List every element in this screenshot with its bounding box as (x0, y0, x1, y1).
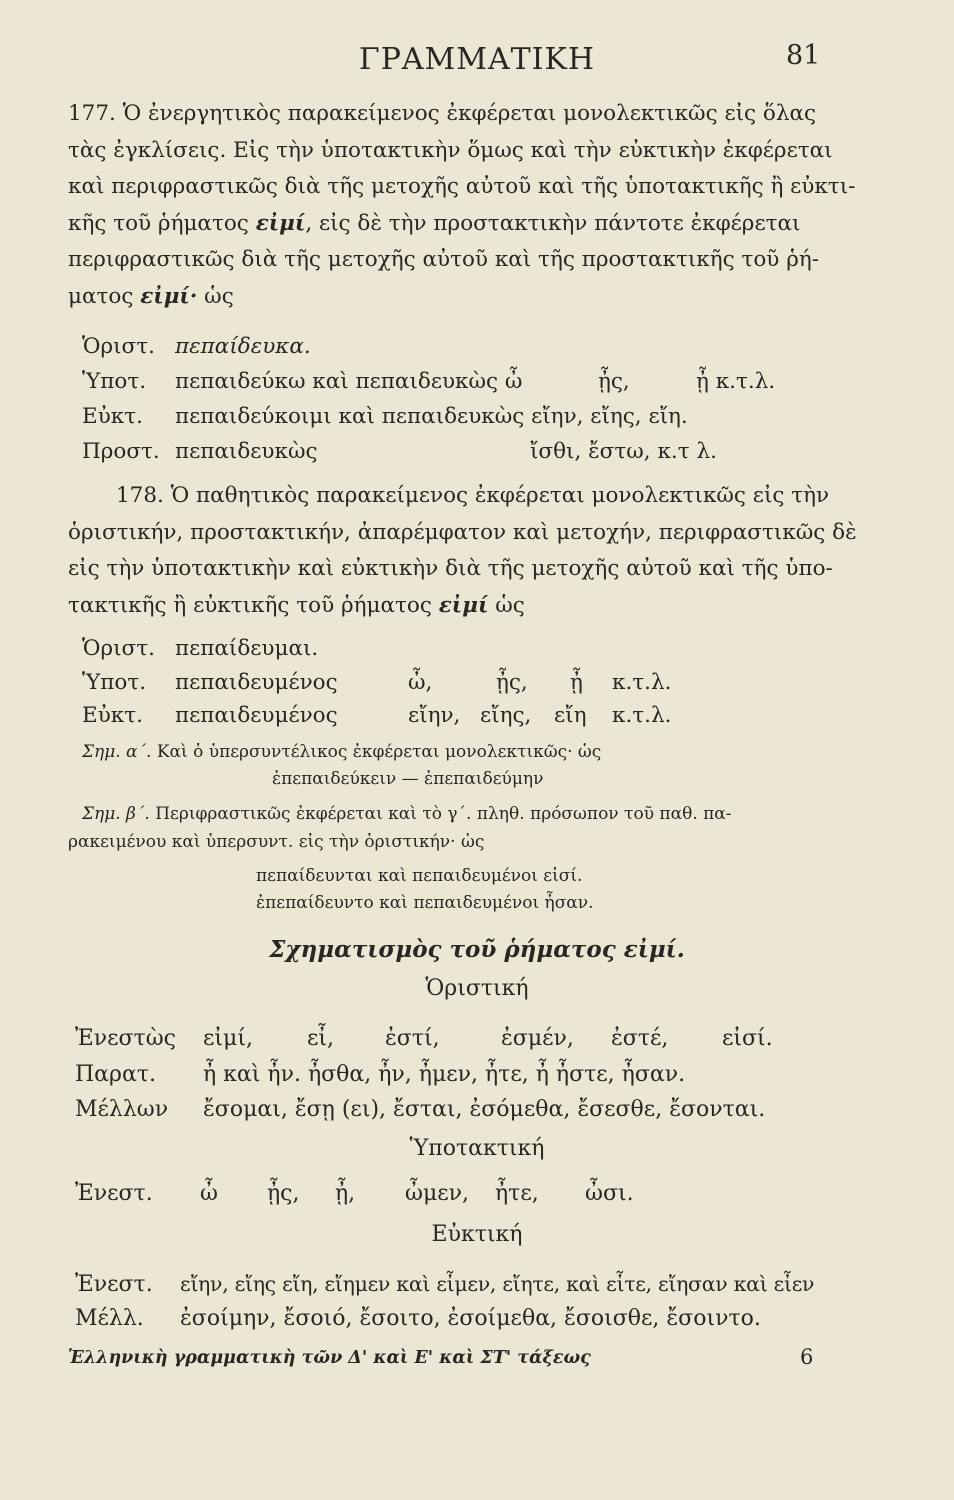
paragraph-177 (68, 96, 864, 315)
forms: ἔσομαι, ἔσῃ (ει), ἔσται, ἐσόμεθα, ἔσεσθε, ἔσονται. (203, 1097, 766, 1122)
text-line: εἰς τὴν ὑποτακτικὴν καὶ εὐκτικὴν διὰ τῆς μετοχῆς αὐτοῦ καὶ τῆς ὑπο- (68, 556, 833, 581)
tense-label: Παρατ. (75, 1062, 156, 1087)
emphasis-eimi: εἰμί (255, 210, 306, 236)
mood-label: Προστ. (82, 439, 160, 464)
note-label: Σημ. α΄. (82, 742, 152, 762)
form: ἴσθι, ἔστω, κ.τ λ. (530, 439, 717, 464)
conjugation-title: Σχηματισμὸς τοῦ ῥήματος εἰμί. (269, 936, 685, 963)
note-label: Σημ. β΄. (82, 804, 150, 824)
form: ὦ, (408, 670, 433, 695)
forms: εἴην, εἴης εἴη, εἴημεν καὶ εἶμεν, εἴητε, καὶ εἶτε, εἴησαν καὶ εἶεν (180, 1272, 815, 1296)
form: εἴην, (408, 703, 461, 728)
tense-label: Μέλλ. (75, 1306, 144, 1331)
form: εἶ, (307, 1026, 335, 1051)
form: ὦσι. (585, 1181, 634, 1206)
form: ᾖ, (335, 1181, 356, 1206)
form: εἰμί, (203, 1026, 253, 1051)
tense-label: Ἐνεστὼς (75, 1026, 176, 1051)
form: ᾖς, (267, 1181, 300, 1206)
form: ὦμεν, (405, 1181, 470, 1206)
subjunctive-title: Ὑποτακτική (409, 1136, 545, 1161)
mood-label: Ὑποτ. (82, 369, 147, 394)
tense-label: Μέλλων (75, 1097, 169, 1122)
form: πεπαιδευμένος (175, 670, 338, 695)
forms: ἦ καὶ ἦν. ἦσθα, ἦν, ἦμεν, ἦτε, ἦ ἦστε, ἦσαν. (203, 1062, 686, 1087)
form: πεπαιδεύκοιμι καὶ πεπαιδευκὼς εἴην, εἴης, εἴη. (175, 404, 688, 429)
tense-label: Ἐνεστ. (75, 1181, 153, 1206)
form: εἴης, (480, 703, 532, 728)
form: πεπαίδευμαι. (175, 636, 319, 661)
form: εἴη (554, 703, 587, 728)
text-line: 178. Ὁ παθητικὸς παρακείμενος ἐκφέρεται μονολεκτικῶς εἰς τὴν (116, 483, 830, 508)
form: πεπαιδευμένος (175, 703, 338, 728)
text-line: 177. Ὁ ἐνεργητικὸς παρακείμενος ἐκφέρεται μονολεκτικῶς εἰς ὅλας (68, 101, 817, 126)
form: ᾖ (570, 670, 583, 695)
form: πεπαιδευκὼς (175, 439, 318, 464)
form: ἦτε, (495, 1181, 539, 1206)
form: εἰσί. (722, 1026, 773, 1051)
form: πεπαίδευκα. (175, 334, 311, 359)
text-line: κῆς τοῦ ῥήματος εἰμί, εἰς δὲ τὴν προστακτικὴν πάντοτε ἐκφέρεται (68, 210, 801, 236)
emphasis-eimi: εἰμί (438, 592, 489, 618)
mood-label: Ὁριστ. (82, 636, 155, 661)
note-text: Καὶ ὁ ὑπερσυντέλικος ἐκφέρεται μονολεκτικῶς· ὡς (156, 742, 602, 762)
tense-label: Ἐνεστ. (75, 1272, 153, 1297)
form: ᾖς, (496, 670, 528, 695)
form: ἐστί, (385, 1026, 440, 1051)
text-line: ματος εἰμί· ὡς (68, 283, 234, 309)
form: πεπαιδεύκω καὶ πεπαιδευκὼς ὦ (175, 369, 523, 394)
text-line: ὁριστικήν, προστακτικήν, ἀπαρέμφατον καὶ μετοχήν, περιφραστικῶς δὲ (68, 519, 857, 545)
form: ἐστέ, (611, 1026, 669, 1051)
mood-label: Εὐκτ. (82, 703, 143, 728)
note-1-example: ἐπεπαιδεύκειν — ἐπεπαιδεύμην (272, 769, 544, 789)
forms: ἐσοίμην, ἔσοιό, ἔσοιτο, ἐσοίμεθα, ἔσοισθε, ἔσοιντο. (180, 1306, 761, 1331)
optative-title: Εὐκτική (431, 1222, 523, 1247)
running-title: ΓΡΑΜΜΑΤΙΚΗ (358, 42, 596, 77)
note-2-example: ἐπεπαίδευντο καὶ πεπαιδευμένοι ἦσαν. (256, 893, 594, 913)
mood-label: Ὑποτ. (82, 670, 147, 695)
mood-label: Εὐκτ. (82, 404, 143, 429)
note-2 (82, 804, 732, 824)
footer-signature: Ἑλληνικὴ γραμματικὴ τῶν Δ' καὶ Ε' καὶ ΣΤ' τάξεως (68, 1348, 591, 1368)
mood-label: Ὁριστ. (82, 334, 155, 359)
page-number: 81 (786, 40, 821, 71)
form: ᾖ κ.τ.λ. (696, 369, 776, 394)
form: ᾖς, (598, 369, 630, 394)
form: ἐσμέν, (501, 1026, 574, 1051)
emphasis-eimi: εἰμί· (140, 283, 198, 309)
note-1 (82, 742, 601, 762)
text-line: τὰς ἐγκλίσεις. Εἰς τὴν ὑποτακτικὴν ὅμως καὶ τὴν εὐκτικὴν ἐκφέρεται (68, 137, 833, 163)
text-line: περιφραστικῶς διὰ τῆς μετοχῆς αὐτοῦ καὶ τῆς προστακτικῆς τοῦ ῥή- (68, 247, 819, 272)
form: κ.τ.λ. (612, 670, 672, 695)
note-2-continued: ρακειμένου καὶ ὑπερσυντ. εἰς τὴν ὁριστικήν· ὡς (68, 832, 485, 852)
note-text: Περιφραστικῶς ἐκφέρεται καὶ τὸ γ΄. πληθ. πρόσωπον τοῦ παθ. πα- (155, 804, 732, 824)
indicative-title: Ὁριστική (425, 976, 529, 1001)
note-2-example: πεπαίδευνται καὶ πεπαιδευμένοι εἰσί. (256, 866, 583, 886)
text-line: καὶ περιφραστικῶς διὰ τῆς μετοχῆς αὐτοῦ καὶ τῆς ὑποτακτικῆς ἢ εὐκτι- (68, 174, 856, 199)
text-line: τακτικῆς ἢ εὐκτικῆς τοῦ ῥήματος εἰμί ὡς (68, 592, 525, 618)
form: κ.τ.λ. (612, 703, 672, 728)
paragraph-178 (68, 478, 864, 624)
form: ὦ (200, 1181, 218, 1206)
sheet-number: 6 (800, 1345, 814, 1369)
